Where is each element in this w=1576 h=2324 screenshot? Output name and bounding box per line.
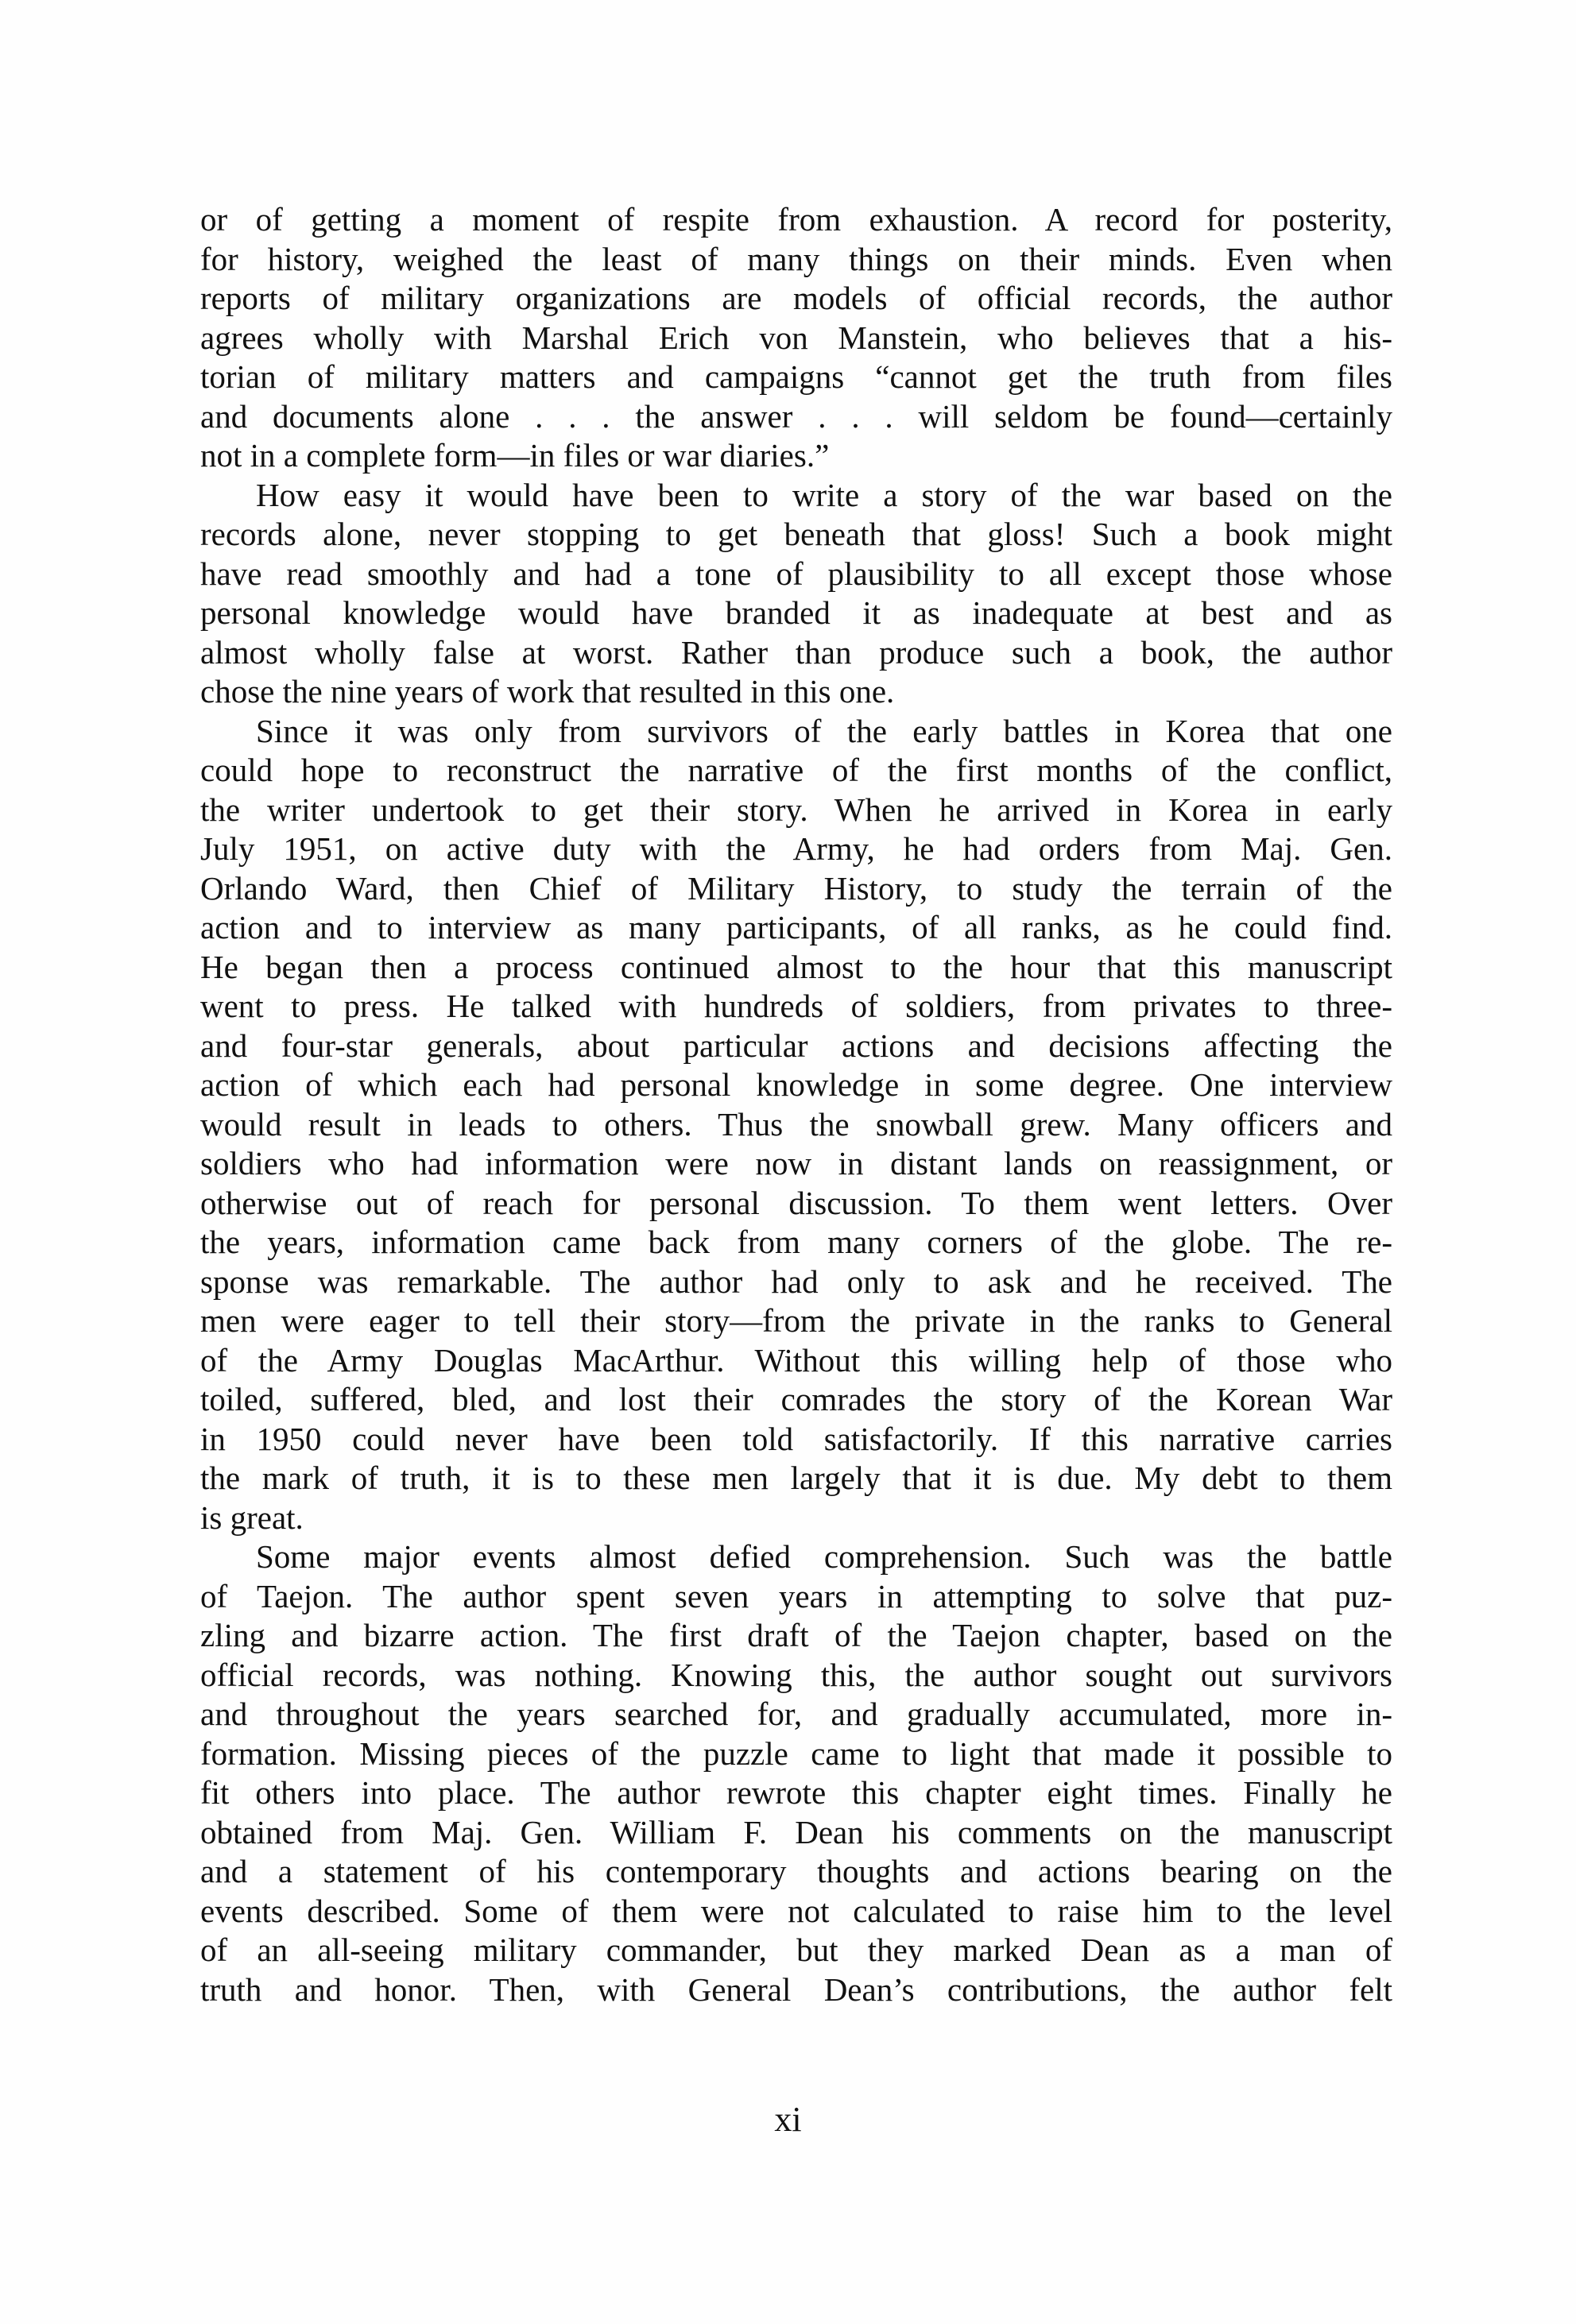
- text-line: have read smoothly and had a tone of plausibility to all except those whose: [200, 555, 1392, 592]
- text-line: is great.: [200, 1498, 304, 1536]
- text-line: action of which each had personal knowledge in some degree. One interview: [200, 1066, 1392, 1103]
- text-line: action and to interview as many participants, of all ranks, as he could find.: [200, 909, 1392, 945]
- text-line: the mark of truth, it is to these men largely that it is due. My debt to them: [200, 1460, 1392, 1496]
- text-line: for history, weighed the least of many things on their minds. Even when: [200, 240, 1392, 277]
- text-line: formation. Missing pieces of the puzzle came to light that made it possible to: [200, 1734, 1392, 1772]
- text-line: and a statement of his contemporary thoughts and actions bearing on the: [200, 1853, 1392, 1889]
- text-line: went to press. He talked with hundreds of soldiers, from privates to three-: [200, 988, 1392, 1024]
- text-line: agrees wholly with Marshal Erich von Manstein, who believes that a his-: [200, 319, 1392, 356]
- text-line: otherwise out of reach for personal discussion. To them went letters. Over: [200, 1184, 1392, 1221]
- text-line: He began then a process continued almost to the hour that this manuscript: [200, 948, 1392, 985]
- body-text: [200, 200, 1392, 2009]
- text-line: Orlando Ward, then Chief of Military History, to study the terrain of the: [200, 869, 1392, 907]
- text-line: torian of military matters and campaigns “cannot get the truth from files: [200, 358, 1392, 395]
- text-line: official records, was nothing. Knowing this, the author sought out survivors: [200, 1656, 1392, 1693]
- text-line: Since it was only from survivors of the early battles in Korea that one: [256, 712, 1392, 749]
- text-line: fit others into place. The author rewrote this chapter eight times. Finally he: [200, 1774, 1392, 1811]
- text-line: toiled, suffered, bled, and lost their comrades the story of the Korean War: [200, 1381, 1392, 1417]
- text-line: of Taejon. The author spent seven years in attempting to solve that puz-: [200, 1577, 1392, 1614]
- text-line: could hope to reconstruct the narrative of the first months of the conflict,: [200, 752, 1392, 788]
- text-line: of the Army Douglas MacArthur. Without this willing help of those who: [200, 1341, 1392, 1379]
- text-line: records alone, never stopping to get beneath that gloss! Such a book might: [200, 516, 1392, 552]
- text-line: or of getting a moment of respite from exhaustion. A record for posterity,: [200, 201, 1392, 238]
- text-line: would result in leads to others. Thus the snowball grew. Many officers and: [200, 1105, 1392, 1143]
- text-line: of an all-seeing military commander, but they marked Dean as a man of: [200, 1932, 1392, 1968]
- text-line: sponse was remarkable. The author had only to ask and he received. The: [200, 1263, 1392, 1300]
- text-line: and throughout the years searched for, and gradually accumulated, more in-: [200, 1696, 1392, 1732]
- page-number: xi: [774, 2100, 802, 2139]
- text-line: in 1950 could never have been told satisfactorily. If this narrative carries: [200, 1420, 1392, 1457]
- text-line: the writer undertook to get their story. When he arrived in Korea in early: [200, 791, 1392, 828]
- text-line: truth and honor. Then, with General Dean’s contributions, the author felt: [200, 1970, 1392, 2008]
- text-line: men were eager to tell their story—from the private in the ranks to General: [200, 1302, 1392, 1339]
- text-line: almost wholly false at worst. Rather than produce such a book, the author: [200, 633, 1392, 671]
- text-line: not in a complete form—in files or war diaries.”: [200, 437, 830, 474]
- text-line: July 1951, on active duty with the Army, he had orders from Maj. Gen.: [200, 830, 1392, 867]
- text-line: the years, information came back from many corners of the globe. The re-: [200, 1224, 1392, 1260]
- text-line: obtained from Maj. Gen. William F. Dean his comments on the manuscript: [200, 1813, 1392, 1850]
- text-line: reports of military organizations are models of official records, the author: [200, 280, 1392, 316]
- text-line: and documents alone . . . the answer . . . will seldom be found—certainly: [200, 397, 1392, 435]
- text-line: events described. Some of them were not calculated to raise him to the level: [200, 1892, 1392, 1929]
- text-line: chose the nine years of work that resulted in this one.: [200, 673, 895, 710]
- text-line: zling and bizarre action. The first draft of the Taejon chapter, based on the: [200, 1617, 1392, 1653]
- text-line: soldiers who had information were now in distant lands on reassignment, or: [200, 1145, 1392, 1181]
- text-line: How easy it would have been to write a story of the war based on the: [256, 476, 1392, 513]
- text-line: personal knowledge would have branded it as inadequate at best and as: [200, 594, 1392, 631]
- text-line: and four-star generals, about particular actions and decisions affecting the: [200, 1027, 1392, 1064]
- text-line: Some major events almost defied comprehension. Such was the battle: [256, 1538, 1392, 1575]
